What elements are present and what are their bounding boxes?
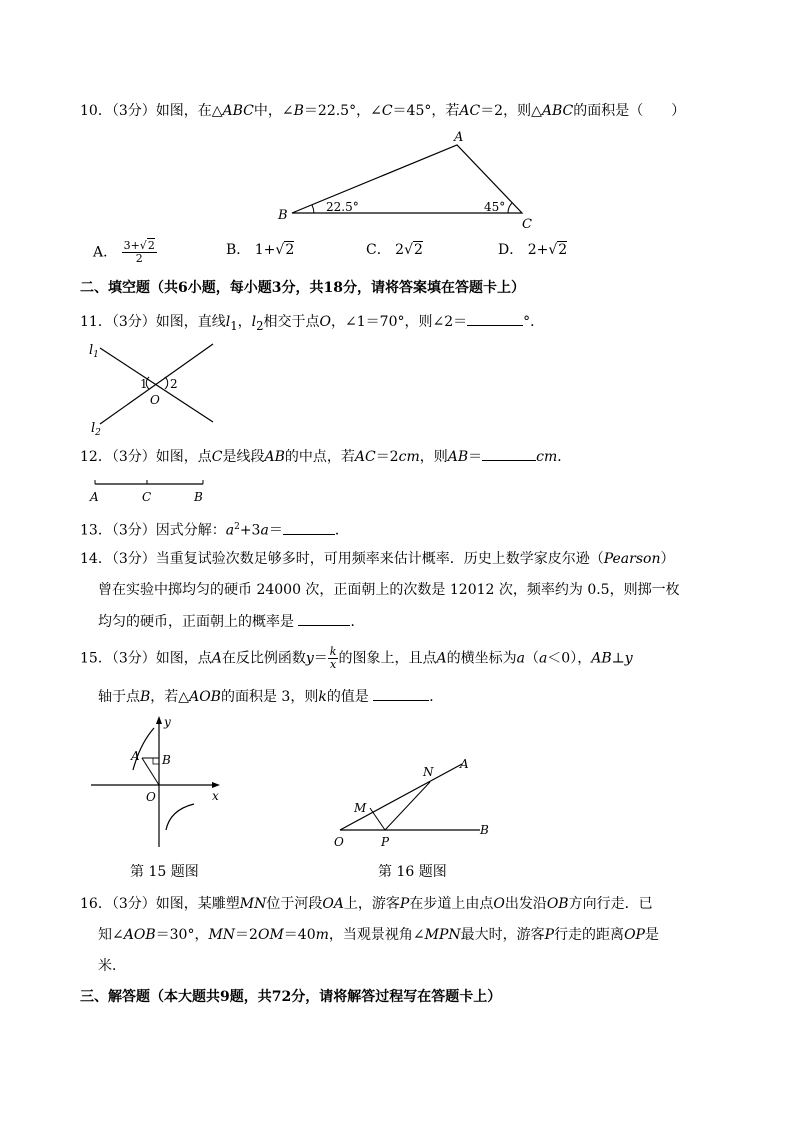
q14-text-line-2: 曾在实验中掷均匀的硬币 24000 次，正面朝上的次数是 12012 次，频率约为 0.5，则掷一枚 bbox=[98, 582, 680, 598]
point-o-label: O bbox=[150, 393, 160, 407]
point-n-label: N bbox=[423, 765, 434, 779]
ray-oa bbox=[340, 764, 462, 830]
q16-figure-caption: 第 16 题图 bbox=[378, 864, 447, 880]
q15-hyperbola-figure bbox=[88, 712, 228, 852]
l2-label: $l_2$ bbox=[91, 421, 101, 438]
q15-text-line-1: 15．（3分）如图，点A在反比例函数y＝ $\frac{k}{x}$ 的图象上，且点A的横坐标为a（a＜0），AB⊥y bbox=[80, 645, 633, 671]
angle-c-arc bbox=[508, 203, 512, 213]
q12-answer-blank bbox=[482, 446, 536, 461]
angle-b-arc bbox=[312, 205, 314, 213]
angle-1-label: 1 bbox=[140, 377, 148, 391]
segment-pm bbox=[370, 808, 385, 830]
l1-label: $l_1$ bbox=[89, 343, 99, 360]
q10-option-d: D． 2+√2 bbox=[498, 242, 568, 258]
q14-text-line-3: 均匀的硬币，正面朝上的概率是 ． bbox=[98, 611, 364, 632]
line-l1 bbox=[100, 348, 213, 422]
q10-option-b: B． 1+√2 bbox=[226, 242, 295, 258]
point-p-label: P bbox=[381, 835, 390, 849]
k-over-x-fraction: $\frac{k}{x}$ bbox=[329, 645, 337, 671]
point-a-label: A bbox=[460, 757, 469, 771]
q16-text-line-2: 知∠AOB＝30°，MN＝2OM＝40m，当观景视角∠MPN最大时，游客P行走的距离OP是 bbox=[98, 927, 659, 943]
q13-answer-blank bbox=[283, 520, 335, 535]
q15-figure-caption: 第 15 题图 bbox=[130, 864, 199, 880]
point-b-label: B bbox=[480, 823, 489, 837]
q11-answer-blank bbox=[467, 311, 523, 326]
axis-y-label: y bbox=[164, 715, 171, 729]
q14-text-line-1: 14．（3分）当重复试验次数足够多时，可用频率来估计概率．历史上数学家皮尔逊（Pearson） bbox=[80, 551, 675, 567]
section-3-heading: 三、解答题（本大题共9题，共72分，请将解答过程写在答题卡上） bbox=[80, 989, 502, 1005]
point-b-label: B bbox=[194, 490, 203, 504]
q15-answer-blank bbox=[373, 686, 429, 701]
q16-angle-figure bbox=[330, 752, 500, 852]
point-a-label: A bbox=[131, 749, 140, 763]
section-2-heading: 二、填空题（共6小题，每小题3分，共18分，请将答案填在答题卡上） bbox=[80, 280, 525, 296]
point-m-label: M bbox=[354, 801, 367, 815]
q15-text-line-2: 轴于点B，若△AOB的面积是 3，则k的值是 ． bbox=[98, 686, 443, 707]
q12-segment-figure bbox=[85, 476, 215, 506]
q12-text: 12．（3分）如图，点C是线段AB的中点，若AC＝2cm，则AB＝ cm． bbox=[80, 446, 571, 467]
hyperbola-branch-right bbox=[166, 804, 194, 830]
point-b-label: B bbox=[162, 753, 171, 767]
q14-answer-blank bbox=[298, 611, 350, 626]
axis-x-label: x bbox=[212, 789, 219, 803]
q11-lines-figure bbox=[85, 338, 225, 438]
angle-c-label: 45° bbox=[484, 200, 506, 214]
vertex-b-label: B bbox=[278, 208, 288, 223]
vertex-a-label: A bbox=[454, 130, 464, 145]
q10-triangle-figure bbox=[270, 125, 550, 235]
segment-pn bbox=[385, 782, 430, 830]
q16-text-line-1: 16．（3分）如图，某雕塑MN位于河段OA上，游客P在步道上由点O出发沿OB方向行走．已 bbox=[80, 896, 653, 912]
y-axis-arrow bbox=[156, 716, 162, 724]
x-axis-arrow bbox=[212, 782, 220, 788]
q16-text-line-3: 米． bbox=[98, 958, 126, 974]
q11-text: 11．（3分）如图，直线$l_1$，$l_2$相交于点O，∠1＝70°，则∠2＝ °． bbox=[80, 311, 544, 336]
q10-option-c: C． 2√2 bbox=[366, 242, 423, 258]
angle-2-label: 2 bbox=[170, 377, 178, 391]
q10-text: 10．（3分）如图，在△ABC中，∠B＝22.5°，∠C＝45°，若AC＝2，则△ABC的面积是（ ） bbox=[80, 103, 686, 119]
angle-b-label: 22.5° bbox=[326, 200, 359, 214]
q13-text: 13．（3分）因式分解：$a^2+3a=$ ． bbox=[80, 517, 349, 541]
right-angle-mark bbox=[153, 758, 159, 764]
segment-ao bbox=[142, 758, 159, 785]
angle-2-arc bbox=[165, 377, 168, 389]
point-o-label: O bbox=[334, 835, 344, 849]
vertex-c-label: C bbox=[522, 217, 532, 232]
point-c-label: C bbox=[142, 490, 152, 504]
point-a-label: A bbox=[90, 490, 99, 504]
q10-option-a: A． $\frac{3+√2}{2}$ bbox=[93, 239, 155, 265]
line-l2 bbox=[100, 344, 213, 424]
origin-o-label: O bbox=[146, 790, 156, 804]
